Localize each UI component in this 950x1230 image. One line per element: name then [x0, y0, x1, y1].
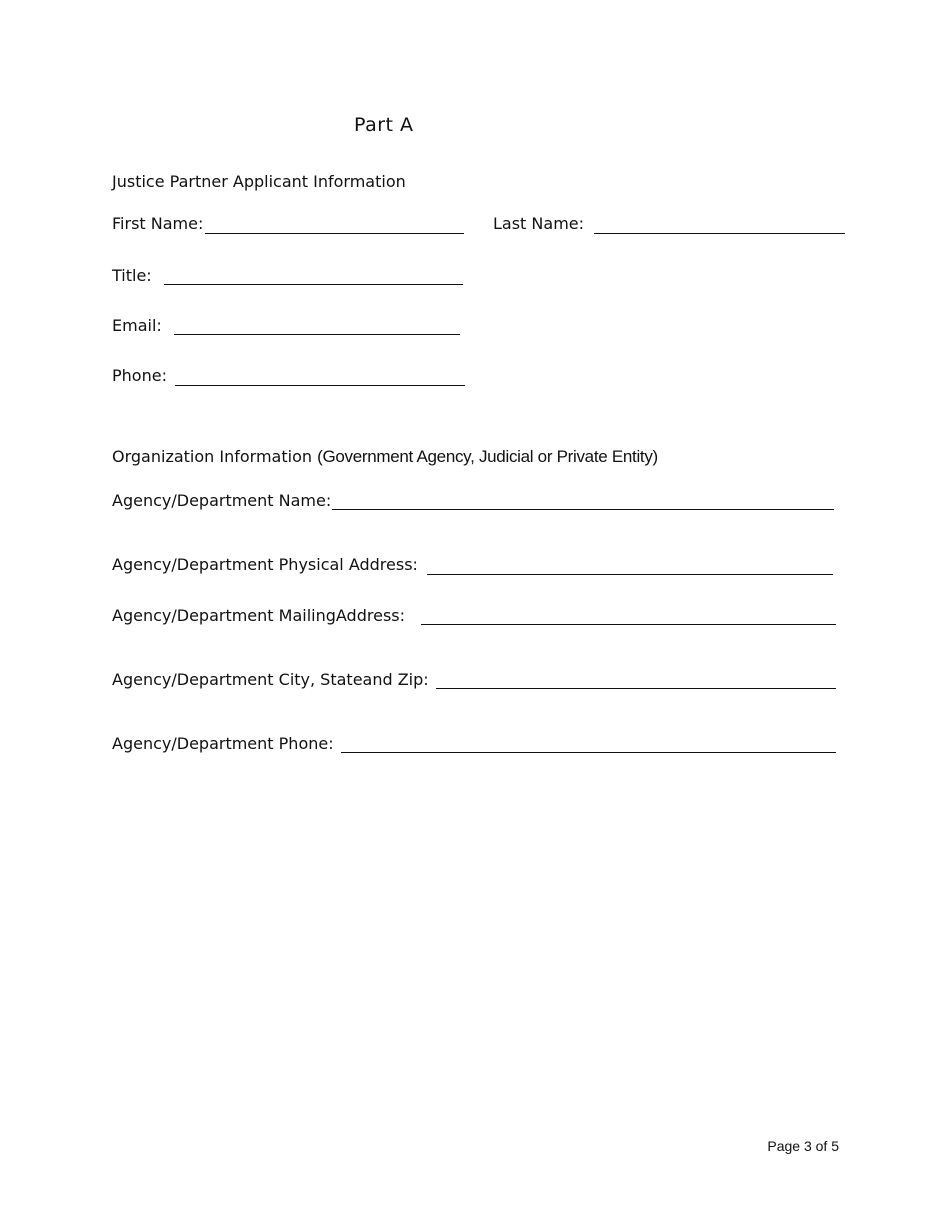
mailing-address-label: Agency/Department MailingAddress:: [112, 606, 405, 625]
part-title: Part A: [354, 114, 414, 136]
last-name-label: Last Name:: [493, 214, 585, 233]
physical-address-label: Agency/Department Physical Address:: [112, 555, 418, 574]
agency-phone-field[interactable]: [341, 752, 836, 753]
email-label: Email:: [112, 316, 162, 335]
city-state-zip-label: Agency/Department City, Stateand Zip:: [112, 670, 429, 689]
organization-heading-note: (Government Agency, Judicial or Private Entity): [317, 447, 658, 466]
phone-label: Phone:: [112, 366, 167, 385]
first-name-label: First Name:: [112, 214, 204, 233]
page-number: Page 3 of 5: [767, 1138, 839, 1154]
title-label: Title:: [112, 266, 152, 285]
applicant-section-heading: Justice Partner Applicant Information: [112, 172, 406, 191]
city-state-zip-field[interactable]: [436, 688, 836, 689]
agency-name-label: Agency/Department Name:: [112, 491, 332, 510]
organization-section-heading: [112, 447, 658, 467]
physical-address-field[interactable]: [427, 574, 833, 575]
phone-field[interactable]: [175, 385, 465, 386]
agency-name-field[interactable]: [332, 509, 834, 510]
last-name-field[interactable]: [594, 233, 845, 234]
mailing-address-field[interactable]: [421, 624, 836, 625]
agency-phone-label: Agency/Department Phone:: [112, 734, 334, 753]
title-field[interactable]: [164, 284, 463, 285]
email-field[interactable]: [174, 334, 460, 335]
first-name-field[interactable]: [205, 233, 464, 234]
organization-heading-text: Organization Information: [112, 447, 318, 466]
